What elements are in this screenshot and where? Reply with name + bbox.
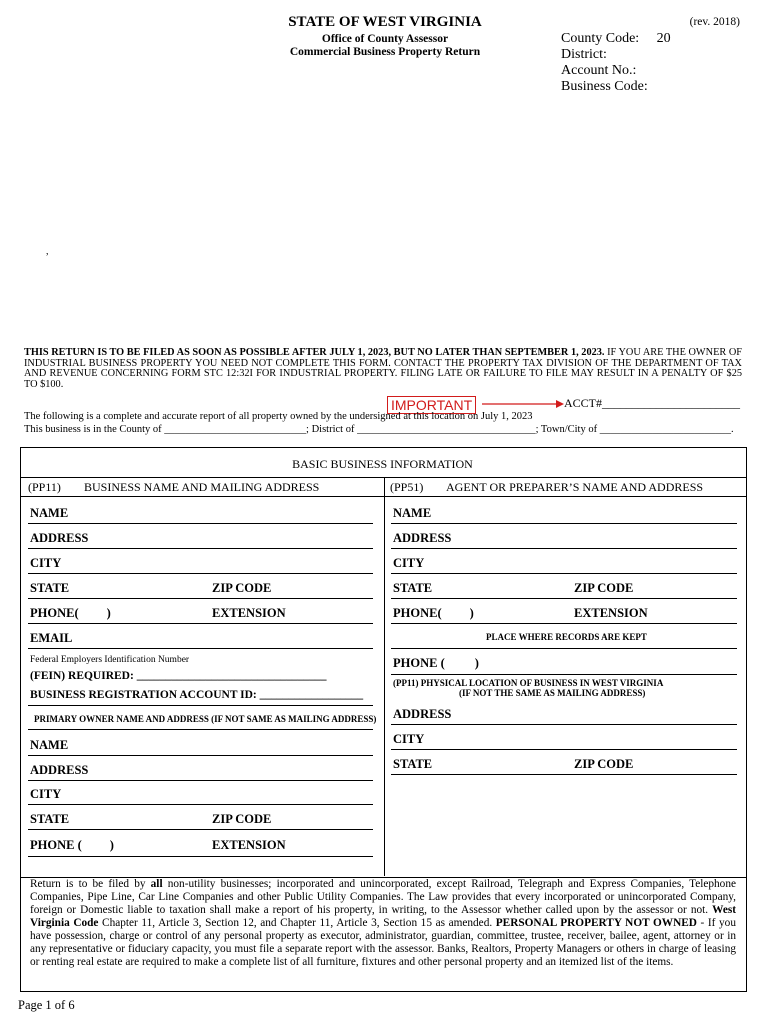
agent-phone-label: PHONE( [393, 606, 442, 620]
pp51-code: (PP51) [390, 480, 424, 494]
business-registration-field[interactable]: BUSINESS REGISTRATION ACCOUNT ID: __________________ [30, 689, 364, 701]
owner-phone-close: ) [109, 838, 114, 852]
agent-city-field[interactable]: CITY [393, 556, 425, 570]
physical-state-field[interactable]: STATE [393, 757, 433, 771]
business-state-field[interactable]: STATE [30, 581, 70, 595]
instructions-all: all [150, 878, 163, 890]
agent-state-field[interactable]: STATE [393, 581, 433, 595]
district-label: District: [561, 47, 607, 62]
records-phone-close: ) [474, 656, 479, 670]
agent-phone-close: ) [469, 606, 474, 620]
statement-line: The following is a complete and accurate report of all property owned by the undersigned at this location on July 1, 2023 [24, 411, 533, 422]
basic-info-heading: BASIC BUSINESS INFORMATION [292, 457, 473, 471]
records-phone-label: PHONE ( [393, 656, 445, 670]
agent-address-field[interactable]: ADDRESS [393, 531, 452, 545]
owner-address-field[interactable]: ADDRESS [30, 763, 89, 777]
instructions-ppno: PERSONAL PROPERTY NOT OWNED [495, 917, 697, 929]
account-no-label: Account No.: [561, 63, 637, 78]
instructions-part-4: - If you have possession, charge or control of any personal property as executor, administrator, guardian, committee, trustee, receiver, bailee, agent, attorney or in any representative or fiduciary capacity, you must file a separate report with the assessor. Banks, Realtors, Property Managers or others in charge of leasing or renting real estate are required to make a complete list of all furniture, fixtures and other personal property and an itemized list of the items. [30, 917, 736, 968]
agent-zip-field[interactable]: ZIP CODE [574, 581, 634, 595]
business-phone-field[interactable] [30, 606, 111, 621]
owner-phone-field[interactable] [30, 838, 114, 853]
fein-field[interactable]: (FEIN) REQUIRED: _________________________________ [30, 670, 327, 682]
page-number: Page 1 of 6 [18, 998, 75, 1012]
instructions-part-3: Chapter 11, Article 3, Section 12, and Chapter 11, Article 3, Section 15 as amended. [98, 917, 496, 929]
agent-preparer-heading: AGENT OR PREPARER’S NAME AND ADDRESS [446, 480, 704, 494]
revision-label: (rev. 2018) [689, 16, 740, 28]
instructions-part-1: Return is to be filed by [30, 878, 151, 890]
filing-notice [24, 348, 742, 390]
important-label: IMPORTANT [387, 396, 476, 414]
owner-extension-field[interactable]: EXTENSION [212, 838, 286, 852]
owner-zip-field[interactable]: ZIP CODE [212, 812, 272, 826]
owner-phone-label: PHONE ( [30, 838, 82, 852]
owner-city-field[interactable]: CITY [30, 787, 62, 801]
agent-name-field[interactable]: NAME [393, 506, 432, 520]
filing-notice-deadline: THIS RETURN IS TO BE FILED AS SOON AS POSSIBLE AFTER JULY 1, 2023, BUT NO LATER THAN SEPTEMBER 1, 2023. [24, 347, 605, 358]
pp11-code: (PP11) [28, 480, 61, 494]
fein-caption: Federal Employers Identification Number [30, 655, 190, 665]
business-city-field[interactable]: CITY [30, 556, 62, 570]
records-phone-field[interactable] [393, 656, 479, 671]
office-label: Office of County Assessor [321, 33, 449, 45]
physical-city-field[interactable]: CITY [393, 732, 425, 746]
county-code-label: County Code: [561, 31, 640, 46]
business-email-field[interactable]: EMAIL [30, 631, 73, 645]
owner-state-field[interactable]: STATE [30, 812, 70, 826]
county-code [561, 31, 671, 47]
form-title: STATE OF WEST VIRGINIA [288, 14, 482, 30]
business-code-label: Business Code: [561, 79, 648, 94]
physical-address-field[interactable]: ADDRESS [393, 707, 452, 721]
stray-mark: , [46, 246, 49, 257]
instructions-part-2: non-utility businesses; incorporated and unincorporated, except Railroad, Telegraph and Express Companies, Telephone Companies, Pipe Line, Car Line Companies and other Public Utility Companies. The Law provides that every incorporated or unincorporated Company, foreign or Domestic liable to taxation shall make a report of his property, in writing, to the Assessor whether called upon by the assessor or not. [30, 878, 736, 916]
business-extension-field[interactable]: EXTENSION [212, 606, 286, 620]
agent-phone-field[interactable] [393, 606, 474, 621]
county-code-value: 20 [656, 31, 671, 46]
business-name-field[interactable]: NAME [30, 506, 69, 520]
physical-location-heading: (PP11) PHYSICAL LOCATION OF BUSINESS IN WEST VIRGINIA [393, 678, 664, 688]
instructions-wv-code: West Virginia Code [30, 904, 736, 929]
business-address-field[interactable]: ADDRESS [30, 531, 89, 545]
owner-name-field[interactable]: NAME [30, 738, 69, 752]
records-location-caption: PLACE WHERE RECORDS ARE KEPT [486, 632, 647, 642]
business-phone-close: ) [106, 606, 111, 620]
filing-notice-text: IF YOU ARE THE OWNER OF INDUSTRIAL BUSINESS PROPERTY YOU NEED NOT COMPLETE THIS FORM. CONTACT THE PROPERTY TAX DIVISION OF THE DEPARTMENT OF TAX AND REVENUE CONCERNING FORM STC 12:32I FOR INDUSTRIAL PROPERTY. FILING LATE OR FAILURE TO FILE MAY RESULT IN A PENALTY OF $25 TO $100. [24, 347, 743, 390]
agent-extension-field[interactable]: EXTENSION [574, 606, 648, 620]
acct-field[interactable]: ACCT#_______________________ [564, 396, 741, 410]
arrow-right-icon [482, 398, 564, 410]
physical-location-subheading: (IF NOT THE SAME AS MAILING ADDRESS) [459, 688, 646, 698]
form-name: Commercial Business Property Return [289, 46, 481, 58]
business-zip-field[interactable]: ZIP CODE [212, 581, 272, 595]
primary-owner-heading: PRIMARY OWNER NAME AND ADDRESS (IF NOT SAME AS MAILING ADDRESS) [34, 714, 377, 724]
business-phone-label: PHONE( [30, 606, 79, 620]
instructions-text [30, 878, 736, 969]
business-mailing-heading: BUSINESS NAME AND MAILING ADDRESS [84, 480, 320, 494]
county-district-line[interactable]: This business is in the County of ___________________________; District of __________________________________; Town/City of _________________________. [24, 424, 734, 435]
physical-zip-field[interactable]: ZIP CODE [574, 757, 634, 771]
